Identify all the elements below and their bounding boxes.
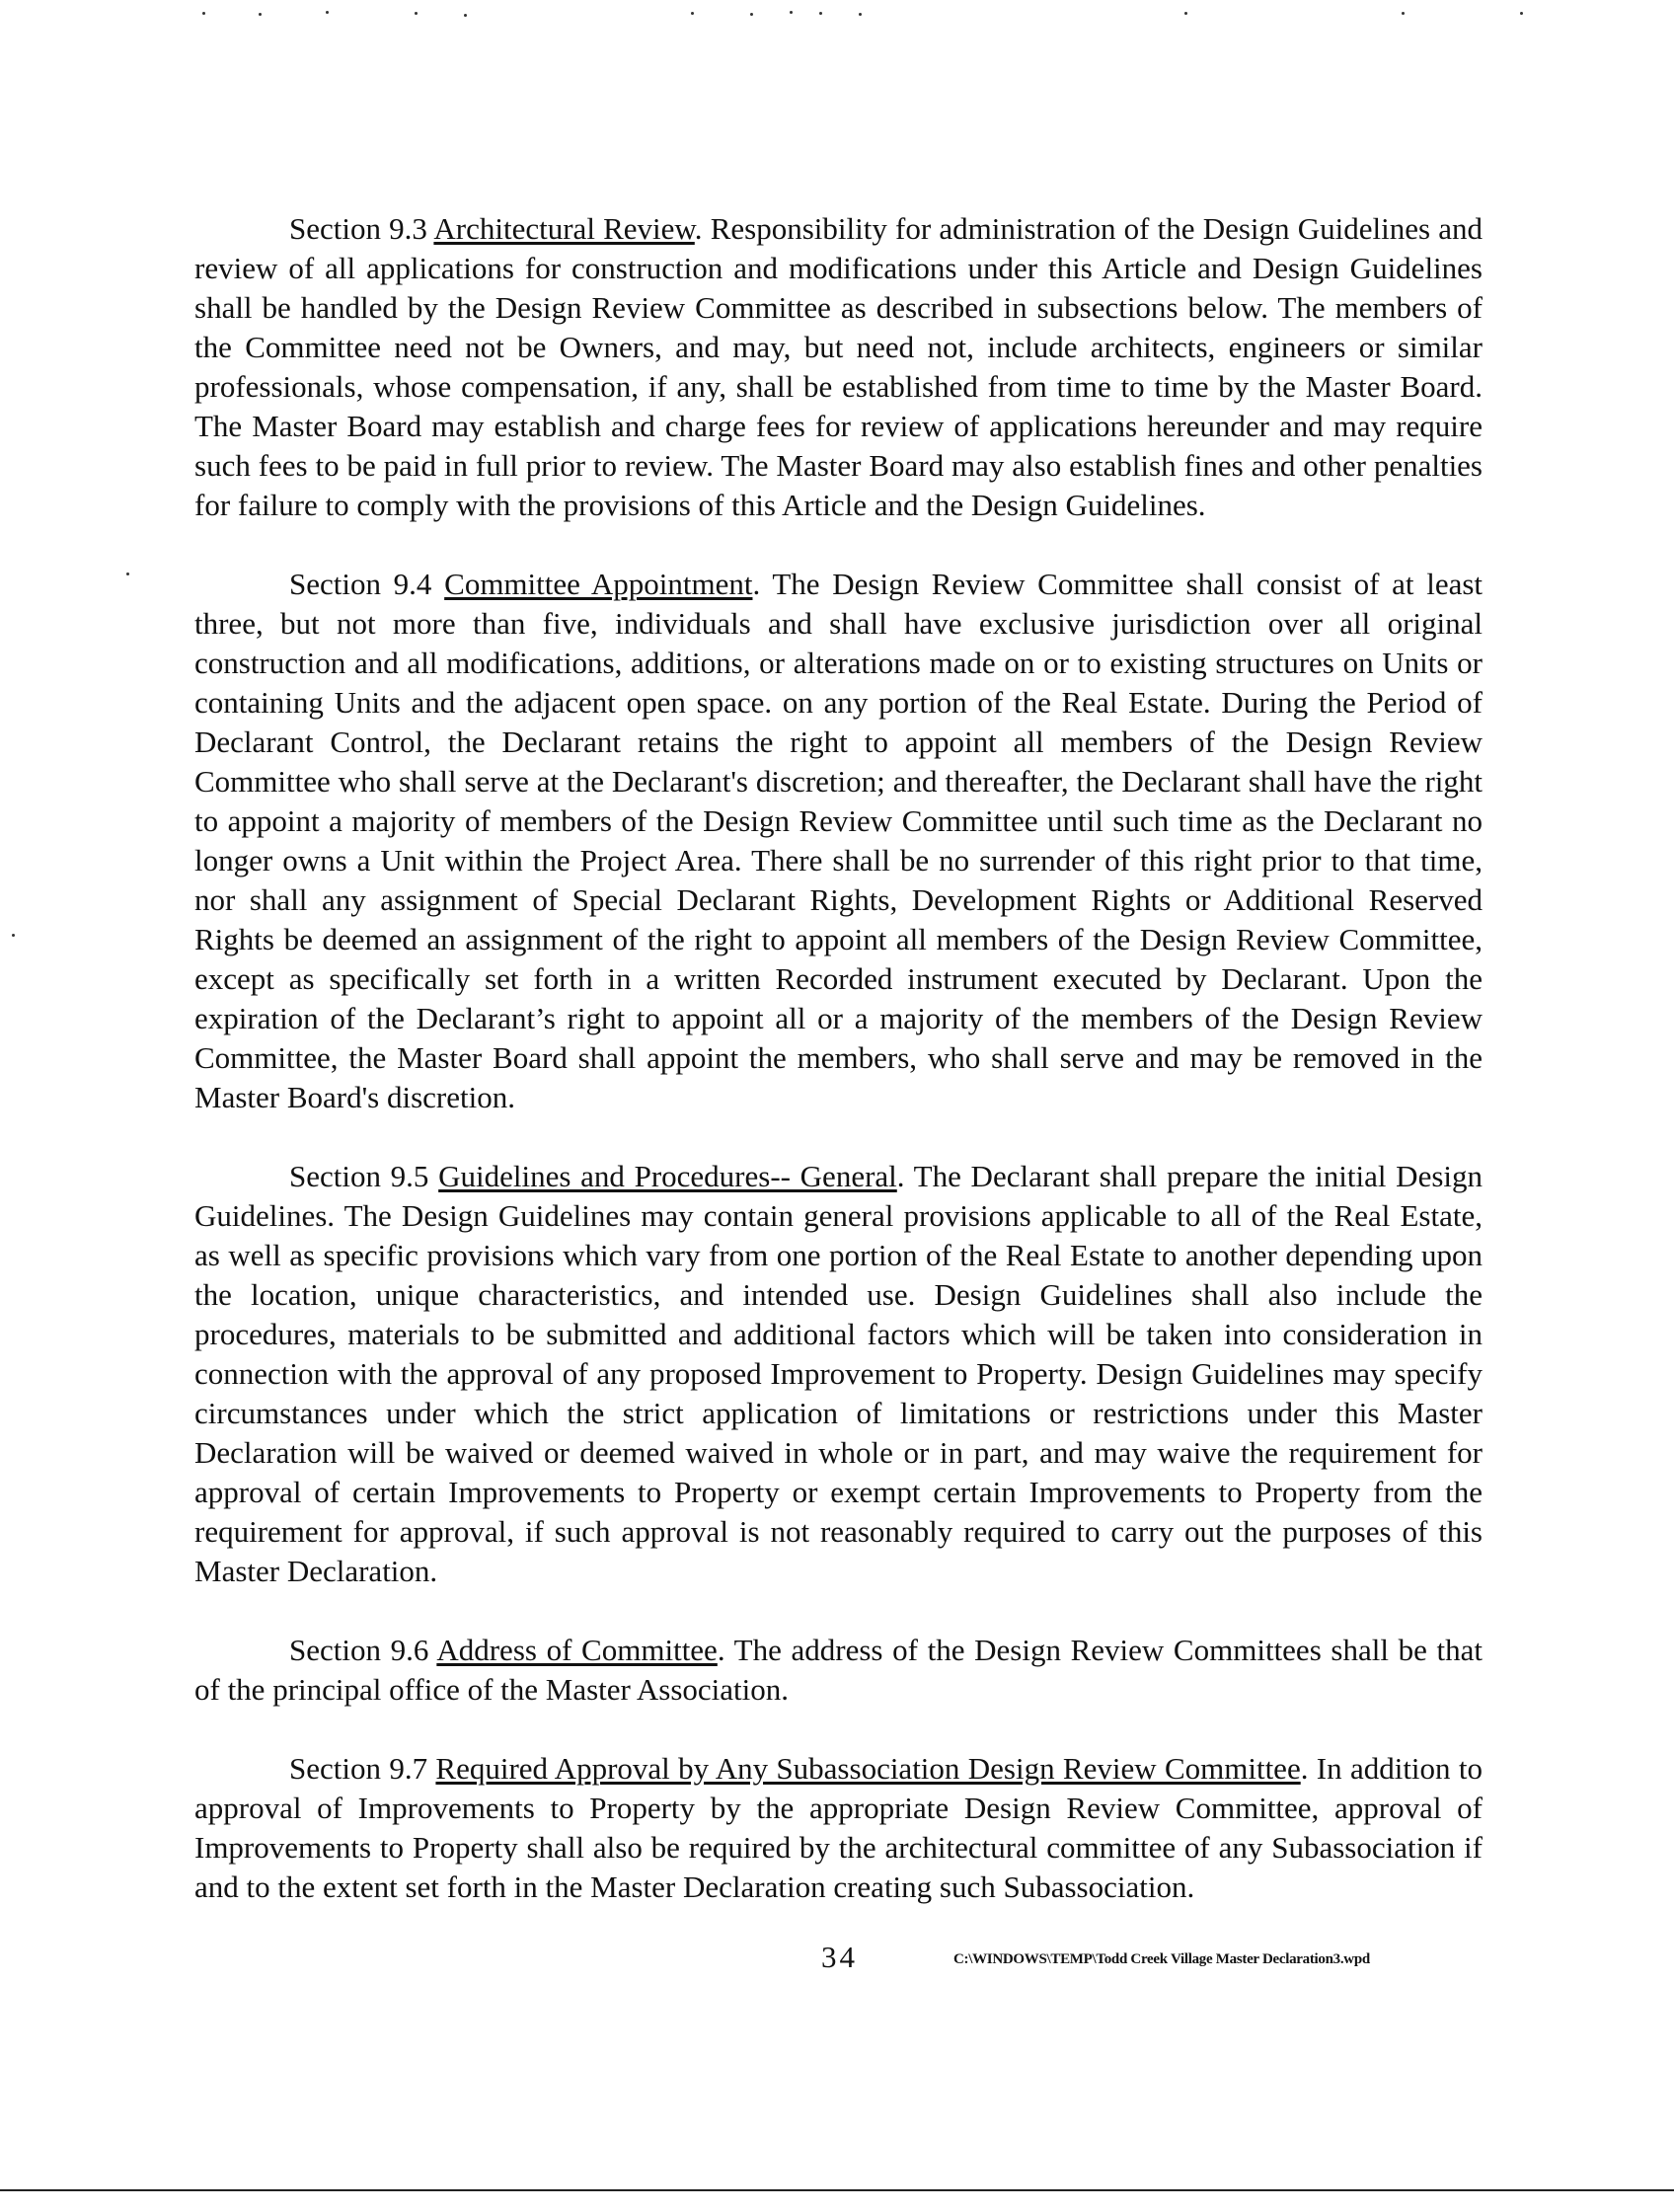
- section-heading: Guidelines and Procedures-- General: [438, 1159, 897, 1193]
- margin-speck: [12, 934, 15, 937]
- section-heading: Architectural Review: [433, 211, 695, 246]
- scan-speck: [1520, 12, 1523, 15]
- scan-speck: [691, 12, 694, 15]
- scan-speck: [259, 13, 262, 16]
- scan-bottom-edge-line: [0, 2189, 1674, 2191]
- file-path: C:\WINDOWS\TEMP\Todd Creek Village Master Declaration3.wpd: [953, 1951, 1370, 1967]
- section-body: . The Design Review Committee shall consist of at least three, but not more than five, individuals and shall have exclusive jurisdiction over all original construction and all modifications, additions, or alterations made on or to existing structures on Units or containing Units and the adjacent open space. on any portion of the Real Estate. During the Period of Declarant Control, the Declarant retains the right to appoint all members of the Design Review Committee who shall serve at the Declarant's discretion; and thereafter, the Declarant shall have the right to appoint a majority of members of the Design Review Committee until such time as the Declarant no longer owns a Unit within the Project Area. There shall be no surrender of this right prior to that time, nor shall any assignment of Special Declarant Rights, Development Rights or Additional Reserved Rights be deemed an assignment of the right to appoint all members of the Design Review Committee, except as specifically set forth in a written Recorded instrument executed by Declarant. Upon the expiration of the Declarant’s right to appoint all or a majority of the members of the Design Review Committee, the Master Board shall appoint the members, who shall serve and may be removed in the Master Board's discretion.: [194, 567, 1484, 1114]
- section-heading: Required Approval by Any Subassociation Design Review Committee: [435, 1751, 1301, 1786]
- section-heading: Committee Appointment: [444, 567, 753, 601]
- section-9-5: [194, 1157, 1483, 1591]
- section-body: . The Declarant shall prepare the initial Design Guidelines. The Design Guidelines may contain general provisions applicable to all of the Real Estate, as well as specific provisions which vary from one portion of the Real Estate to another depending upon the location, unique characteristics, and intended use. Design Guidelines shall also include the procedures, materials to be submitted and additional factors which will be taken into consideration in connection with the approval of any proposed Improvement to Property. Design Guidelines may specify circumstances under which the strict application of limitations or restrictions under this Master Declaration will be waived or deemed waived in whole or in part, and may waive the requirement for approval of certain Improvements to Property or exempt certain Improvements to Property from the requirement for approval, if such approval is not reasonably required to carry out the purposes of this Master Declaration.: [194, 1159, 1483, 1588]
- section-9-3: [194, 209, 1483, 525]
- document-body: [194, 209, 1483, 1946]
- scan-speck: [415, 12, 418, 15]
- section-9-7: [194, 1749, 1483, 1907]
- page-footer: [0, 1940, 1674, 1979]
- scan-speck: [819, 12, 822, 15]
- page-number: 34: [821, 1940, 858, 1974]
- scan-speck: [1184, 12, 1187, 15]
- section-number: Section 9.6: [289, 1633, 429, 1667]
- scan-speck: [464, 14, 467, 17]
- scan-speck: [326, 11, 329, 14]
- scan-artifacts: [0, 0, 1674, 30]
- section-body: . The address of the Design Review Committees shall be that of the principal office of the Master Association.: [194, 1633, 1483, 1707]
- scan-speck: [750, 13, 753, 16]
- section-number: Section 9.5: [289, 1159, 429, 1193]
- margin-speck: [126, 572, 129, 575]
- scan-speck: [202, 12, 205, 15]
- section-body: . In addition to approval of Improvements to Property by the appropriate Design Review Committee, approval of Improvements to Property shall also be required by the architectural committee of any Subassociation if and to the extent set forth in the Master Declaration creating such Subassociation.: [194, 1751, 1483, 1904]
- section-number: Section 9.4: [289, 567, 432, 601]
- section-number: Section 9.3: [289, 211, 427, 246]
- section-heading: Address of Committee: [436, 1633, 718, 1667]
- section-9-6: [194, 1631, 1483, 1710]
- scan-speck: [1402, 12, 1405, 15]
- scan-speck: [859, 13, 862, 16]
- section-body: . Responsibility for administration of the Design Guidelines and review of all applications for construction and modifications under this Article and Design Guidelines shall be handled by the Design Review Committee as described in subsections below. The members of the Committee need not be Owners, and may, but need not, include architects, engineers or similar professionals, whose compensation, if any, shall be established from time to time by the Master Board. The Master Board may establish and charge fees for review of applications hereunder and may require such fees to be paid in full prior to review. The Master Board may also establish fines and other penalties for failure to comply with the provisions of this Article and the Design Guidelines.: [194, 211, 1483, 522]
- section-number: Section 9.7: [289, 1751, 428, 1786]
- section-9-4: [194, 565, 1483, 1117]
- scan-speck: [790, 11, 793, 14]
